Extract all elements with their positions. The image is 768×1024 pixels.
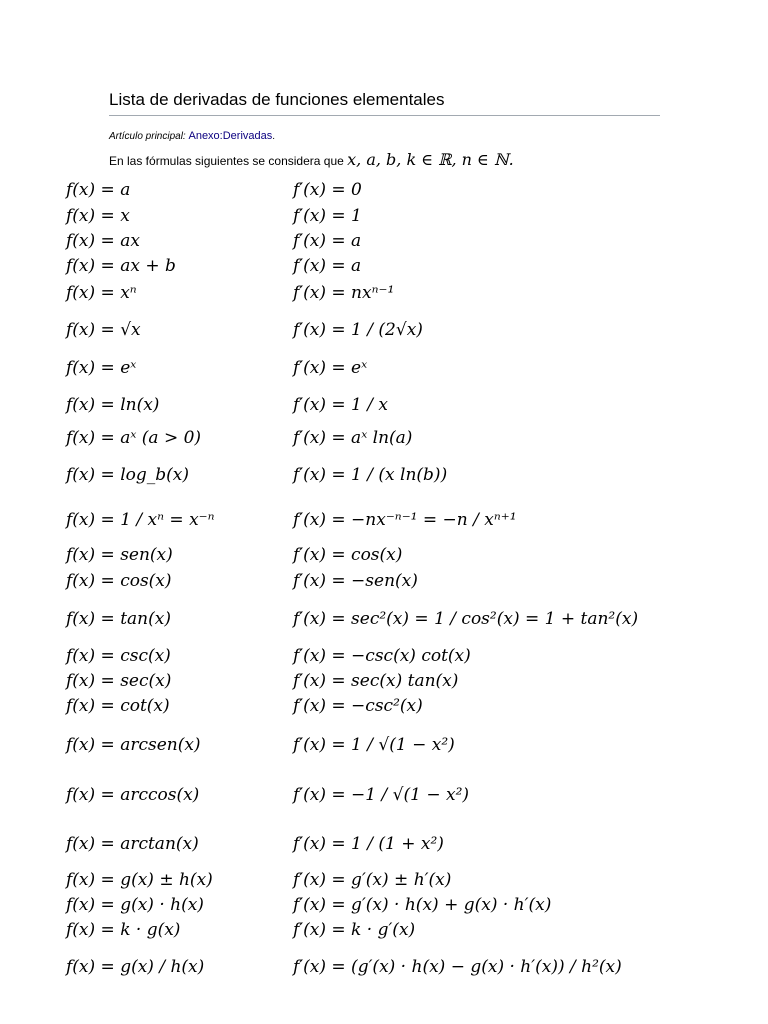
derivatives-list: f(x) = a f′(x) = 0 f(x) = x f′(x) = 1 f(x) = ax f′(x) = a f(x) = ax + b f′(x) = a f(x) = xⁿ f′(x) = nxⁿ⁻¹ f(x) = √x f′(x) = 1 / (2√x) f(x) = eˣ f′(x) = eˣ f(x) = ln(x) f′(x) = 1 / x f(x) = aˣ (a > 0) f′(x) = aˣ ln(a) f(x) = log_b(x) f′(x) = 1 / (x ln(b)) f(x) = 1 / xⁿ = x⁻ⁿ f′(x) = −nx⁻ⁿ⁻¹ = −n / xⁿ⁺¹ f(x) = sen(x) f′(x) = cos(x) f(x) = cos(x) f′(x) = −sen(x) f(x) = tan(x) f′(x) = sec²(x) = 1 / cos²(x) = 1 + tan²(x) f(x) = csc(x) f′(x) = −csc(x) cot(x) f(x) = sec(x) f′(x) = sec(x) tan(x) f(x) = cot(x) f′(x) = −csc²(x) f(x) = arcsen(x) f′(x) = 1 / √(1 − x²) f(x) = arccos(x) f′(x) = −1 / √(1 − x²) f(x) = arctan(x) f′(x) = 1 / (1 + x²) f(x) = g(x) ± h(x) f′(x) = g′(x) ± h′(x) f(x) = g(x) · h(x) f′(x) = g′(x) · h(x) + g(x) · h′(x) f(x) = k · g(x) f′(x) = k · g′(x) f(x) = g(x) / h(x) f′(x) = (g′(x) · h(x) − g(x) · h′(x)) / h²(x)	[66, 180, 639, 977]
main-article-suffix: .	[272, 131, 276, 142]
main-article-link[interactable]: Anexo:Derivadas	[188, 130, 273, 142]
main-article-prefix: Artículo principal:	[109, 131, 186, 142]
page-title: Lista de derivadas de funciones elementales	[109, 90, 660, 116]
intro-text: En las fórmulas siguientes se considera que	[109, 154, 344, 168]
intro-math: x, a, b, k ∈ ℝ, n ∈ ℕ.	[347, 150, 514, 169]
